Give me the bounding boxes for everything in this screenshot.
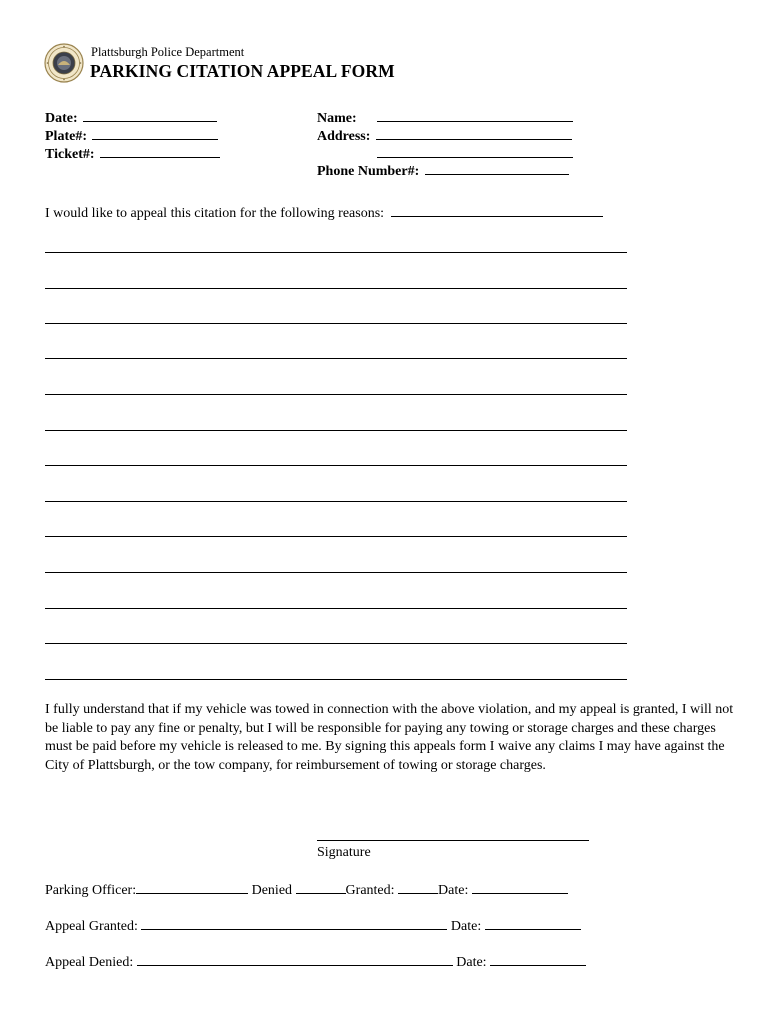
department-name: Plattsburgh Police Department — [91, 45, 245, 59]
appeal-denied-input-line[interactable] — [137, 952, 453, 966]
phone-input-line[interactable] — [425, 161, 569, 175]
reasons-prompt: I would like to appeal this citation for the following reasons: — [45, 206, 385, 221]
phone-label: Phone Number#: — [317, 164, 420, 179]
reason-line[interactable] — [45, 572, 627, 573]
reason-line[interactable] — [45, 643, 627, 644]
appeal-denied-label: Appeal Denied: — [45, 955, 134, 970]
parking-officer-label: Parking Officer: — [45, 883, 137, 898]
reason-line[interactable] — [45, 536, 627, 537]
phone-field-row — [317, 161, 569, 180]
ticket-input-line[interactable] — [100, 144, 220, 158]
reason-line[interactable] — [45, 679, 627, 680]
form-title: PARKING CITATION APPEAL FORM — [90, 61, 395, 81]
denied-input-line[interactable] — [296, 880, 346, 894]
reason-line[interactable] — [45, 501, 627, 502]
address-second-line[interactable] — [377, 144, 573, 158]
name-field-row — [317, 108, 573, 127]
date-label: Date: — [45, 111, 78, 126]
reason-line[interactable] — [45, 430, 627, 431]
parking-officer-input-line[interactable] — [136, 880, 248, 894]
granted-label: Granted: — [345, 883, 395, 898]
date-field-row — [45, 108, 217, 127]
reason-line[interactable] — [45, 358, 627, 359]
name-input-line[interactable] — [377, 108, 573, 122]
plate-label: Plate#: — [45, 129, 87, 144]
granted-input-line[interactable] — [398, 880, 438, 894]
name-label: Name: — [317, 111, 357, 126]
denied-label: Denied — [251, 883, 293, 898]
date-label-row3: Date: — [456, 955, 487, 970]
date-label-row2: Date: — [450, 919, 482, 934]
date-input-line[interactable] — [83, 108, 217, 122]
appeal-granted-row — [45, 916, 581, 935]
acknowledgement-paragraph: I fully understand that if my vehicle was towed in connection with the above violation, and my appeal is granted, I will not be liable to pay any fine or penalty, but I will be responsible for paying any towing or storage charges and these charges must be paid before my vehicle is released to me. By signing this appeals form I waive any claims I may have against the City of Plattsburgh, or the tow company, for reimbursement of towing or storage charges. — [45, 702, 734, 773]
address-field-row — [317, 126, 572, 145]
appeal-denied-row — [45, 952, 586, 971]
reason-line[interactable] — [45, 608, 627, 609]
date-input-line-row3[interactable] — [490, 952, 586, 966]
date-input-line-row1[interactable] — [472, 880, 568, 894]
city-seal-logo — [44, 43, 84, 83]
reasons-input-first-line[interactable] — [391, 203, 603, 217]
signature-line[interactable] — [317, 840, 589, 841]
reason-line[interactable] — [45, 288, 627, 289]
reason-line[interactable] — [45, 465, 627, 466]
date-label-row1: Date: — [438, 883, 469, 898]
parking-officer-row — [45, 880, 568, 899]
ticket-field-row — [45, 144, 220, 163]
reason-line[interactable] — [45, 394, 627, 395]
address-input-line[interactable] — [376, 126, 572, 140]
appeal-granted-input-line[interactable] — [141, 916, 447, 930]
address-label: Address: — [317, 129, 371, 144]
reason-line[interactable] — [45, 252, 627, 253]
plate-field-row — [45, 126, 218, 145]
reason-line[interactable] — [45, 323, 627, 324]
signature-label: Signature — [317, 845, 371, 860]
date-input-line-row2[interactable] — [485, 916, 581, 930]
plate-input-line[interactable] — [92, 126, 218, 140]
ticket-label: Ticket#: — [45, 147, 95, 162]
reasons-prompt-row — [45, 203, 603, 222]
appeal-granted-label: Appeal Granted: — [45, 919, 138, 934]
